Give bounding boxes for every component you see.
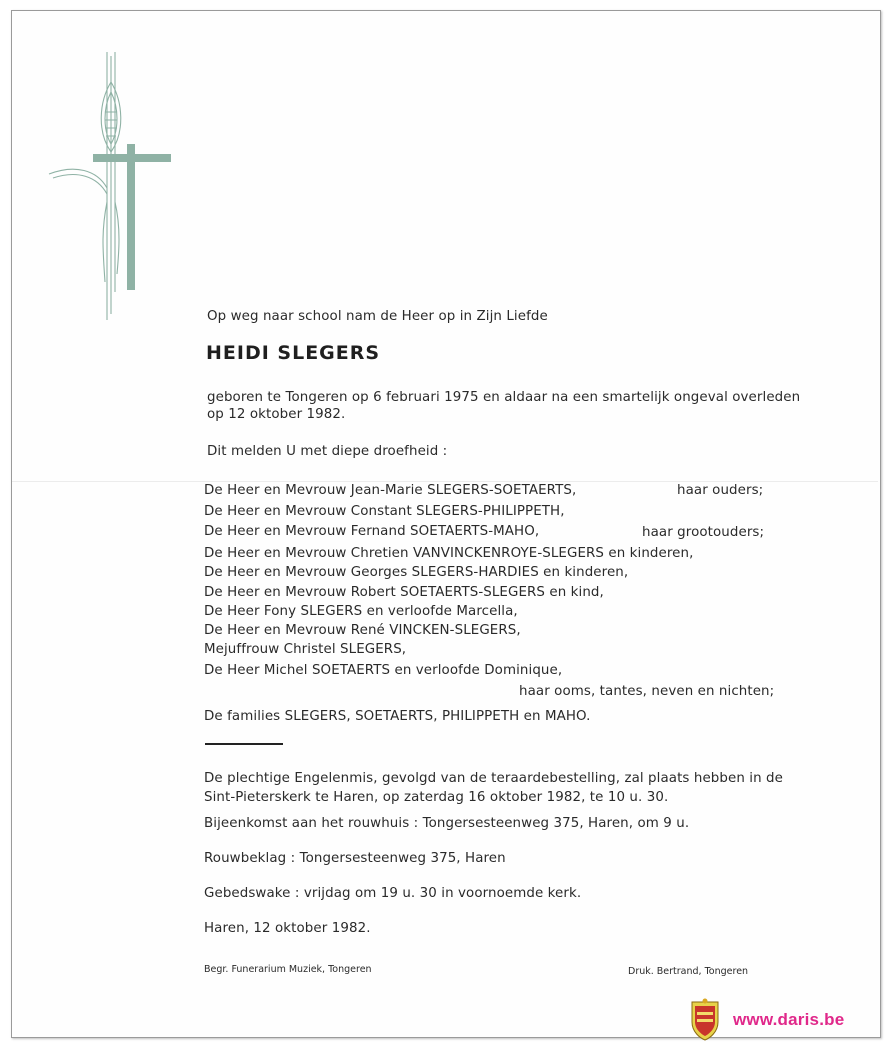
- service-line-1: De plechtige Engelenmis, gevolgd van de teraardebestelling, zal plaats hebben in de: [204, 771, 783, 786]
- relation-relatives: haar ooms, tantes, neven en nichten;: [519, 684, 775, 699]
- mourner-line: De Heer en Mevrouw Chretien VANVINCKENROYE-SLEGERS en kinderen,: [204, 546, 694, 561]
- mourner-line: De Heer en Mevrouw Robert SOETAERTS-SLEGERS en kind,: [204, 585, 604, 600]
- vigil-line: Gebedswake : vrijdag om 19 u. 30 in voornoemde kerk.: [204, 886, 582, 901]
- announcement: Dit melden U met diepe droefheid :: [207, 444, 448, 459]
- mourner-line: De Heer en Mevrouw Jean-Marie SLEGERS-SOETAERTS,: [204, 483, 577, 498]
- relation-parents: haar ouders;: [677, 483, 764, 498]
- crest-logo-icon: [688, 998, 722, 1042]
- mourner-line: Mejuffrouw Christel SLEGERS,: [204, 642, 407, 657]
- mourner-line: De Heer en Mevrouw Georges SLEGERS-HARDIES en kinderen,: [204, 565, 629, 580]
- cross-with-lily-icon: [45, 52, 175, 324]
- deceased-name: HEIDI SLEGERS: [206, 342, 381, 364]
- website-watermark[interactable]: www.daris.be: [733, 1010, 845, 1029]
- mourner-line: De Heer en Mevrouw Fernand SOETAERTS-MAHO,: [204, 524, 540, 539]
- mourner-line: De Heer Fony SLEGERS en verloofde Marcella,: [204, 604, 518, 619]
- birth-line-1: geboren te Tongeren op 6 februari 1975 en aldaar na een smartelijk ongeval overleden: [207, 390, 801, 405]
- relation-grandparents: haar grootouders;: [642, 525, 765, 540]
- birth-line-2: op 12 oktober 1982.: [207, 407, 346, 422]
- place-date-line: Haren, 12 oktober 1982.: [204, 921, 371, 936]
- mourner-line: De Heer en Mevrouw Constant SLEGERS-PHILIPPETH,: [204, 504, 565, 519]
- service-line-2: Sint-Pieterskerk te Haren, op zaterdag 16 oktober 1982, te 10 u. 30.: [204, 790, 669, 805]
- mourner-line: De Heer en Mevrouw René VINCKEN-SLEGERS,: [204, 623, 521, 638]
- funeral-home: Begr. Funerarium Muziek, Tongeren: [204, 964, 372, 975]
- mourner-line: De Heer Michel SOETAERTS en verloofde Dominique,: [204, 663, 563, 678]
- fold-line: [12, 481, 878, 482]
- gathering-line: Bijeenkomst aan het rouwhuis : Tongersesteenweg 375, Haren, om 9 u.: [204, 816, 690, 831]
- intro-line: Op weg naar school nam de Heer op in Zijn Liefde: [207, 309, 548, 324]
- condolence-line: Rouwbeklag : Tongersesteenweg 375, Haren: [204, 851, 506, 866]
- printer: Druk. Bertrand, Tongeren: [628, 966, 749, 977]
- families-line: De families SLEGERS, SOETAERTS, PHILIPPETH en MAHO.: [204, 709, 591, 724]
- separator-rule: [205, 743, 283, 745]
